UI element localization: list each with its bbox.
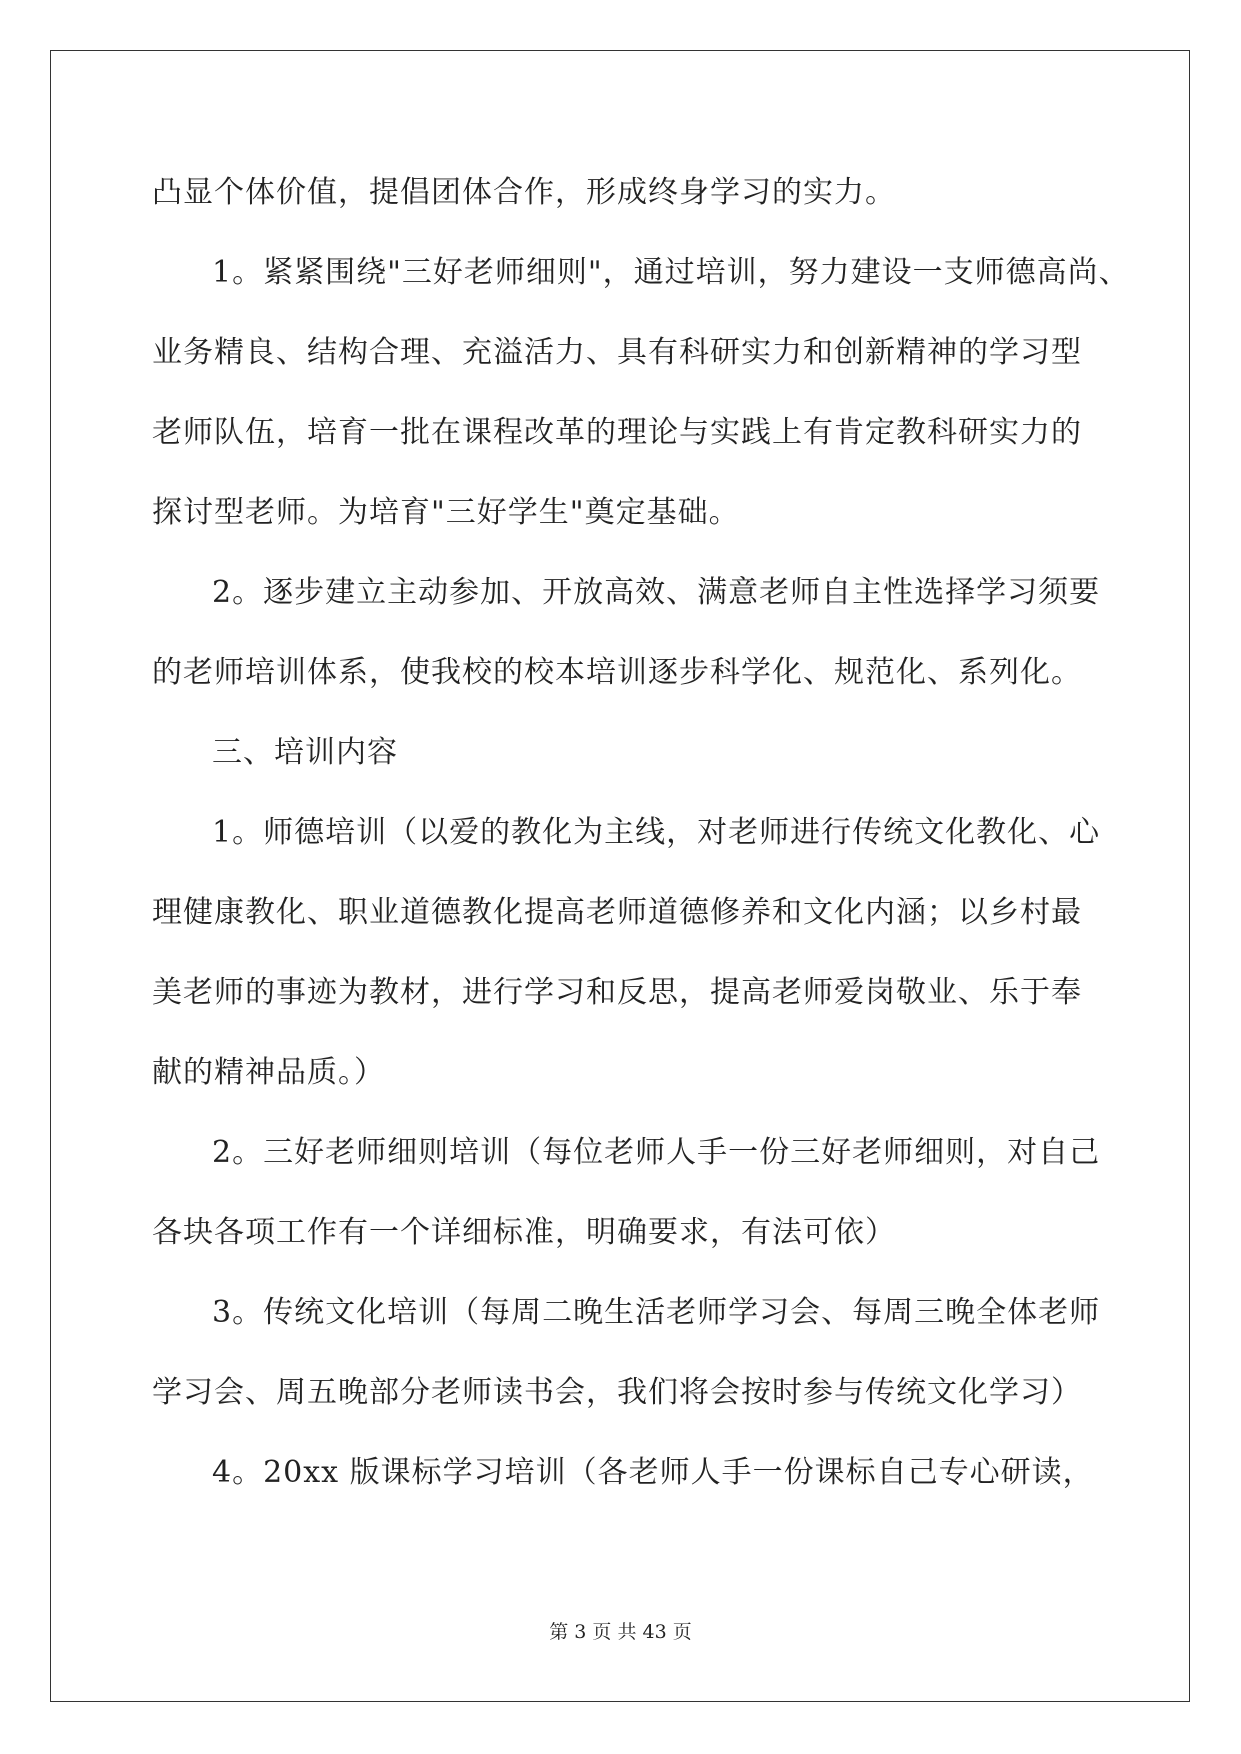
text-line: 各块各项工作有一个详细标准，明确要求，有法可依）	[152, 1215, 896, 1250]
text-line: 3。传统文化培训（每周二晚生活老师学习会、每周三晚全体老师	[212, 1295, 1101, 1330]
text-line: 老师队伍，培育一批在课程改革的理论与实践上有肯定教科研实力的	[152, 415, 1082, 450]
text-line: 献的精神品质。）	[152, 1055, 385, 1090]
section-heading: 三、培训内容	[212, 735, 398, 770]
text-line: 学习会、周五晚部分老师读书会，我们将会按时参与传统文化学习）	[152, 1375, 1082, 1410]
text-line: 1。紧紧围绕"三好老师细则"，通过培训，努力建设一支师德高尚、	[212, 255, 1130, 290]
text-line: 2。三好老师细则培训（每位老师人手一份三好老师细则，对自己	[212, 1135, 1101, 1170]
text-line: 4。20xx 版课标学习培训（各老师人手一份课标自己专心研读，	[212, 1455, 1094, 1490]
text-line: 美老师的事迹为教材，进行学习和反思，提高老师爱岗敬业、乐于奉	[152, 975, 1082, 1010]
text-line: 的老师培训体系，使我校的校本培训逐步科学化、规范化、系列化。	[152, 655, 1082, 690]
text-line: 凸显个体价值，提倡团体合作，形成终身学习的实力。	[152, 175, 896, 210]
text-line: 2。逐步建立主动参加、开放高效、满意老师自主性选择学习须要	[212, 575, 1101, 610]
text-line: 1。师德培训（以爱的教化为主线，对老师进行传统文化教化、心	[212, 815, 1101, 850]
page-number-footer: 第 3 页 共 43 页	[549, 1621, 692, 1643]
text-line: 业务精良、结构合理、充溢活力、具有科研实力和创新精神的学习型	[152, 335, 1082, 370]
text-line: 理健康教化、职业道德教化提高老师道德修养和文化内涵；以乡村最	[152, 895, 1082, 930]
text-line: 探讨型老师。为培育"三好学生"奠定基础。	[152, 495, 740, 530]
